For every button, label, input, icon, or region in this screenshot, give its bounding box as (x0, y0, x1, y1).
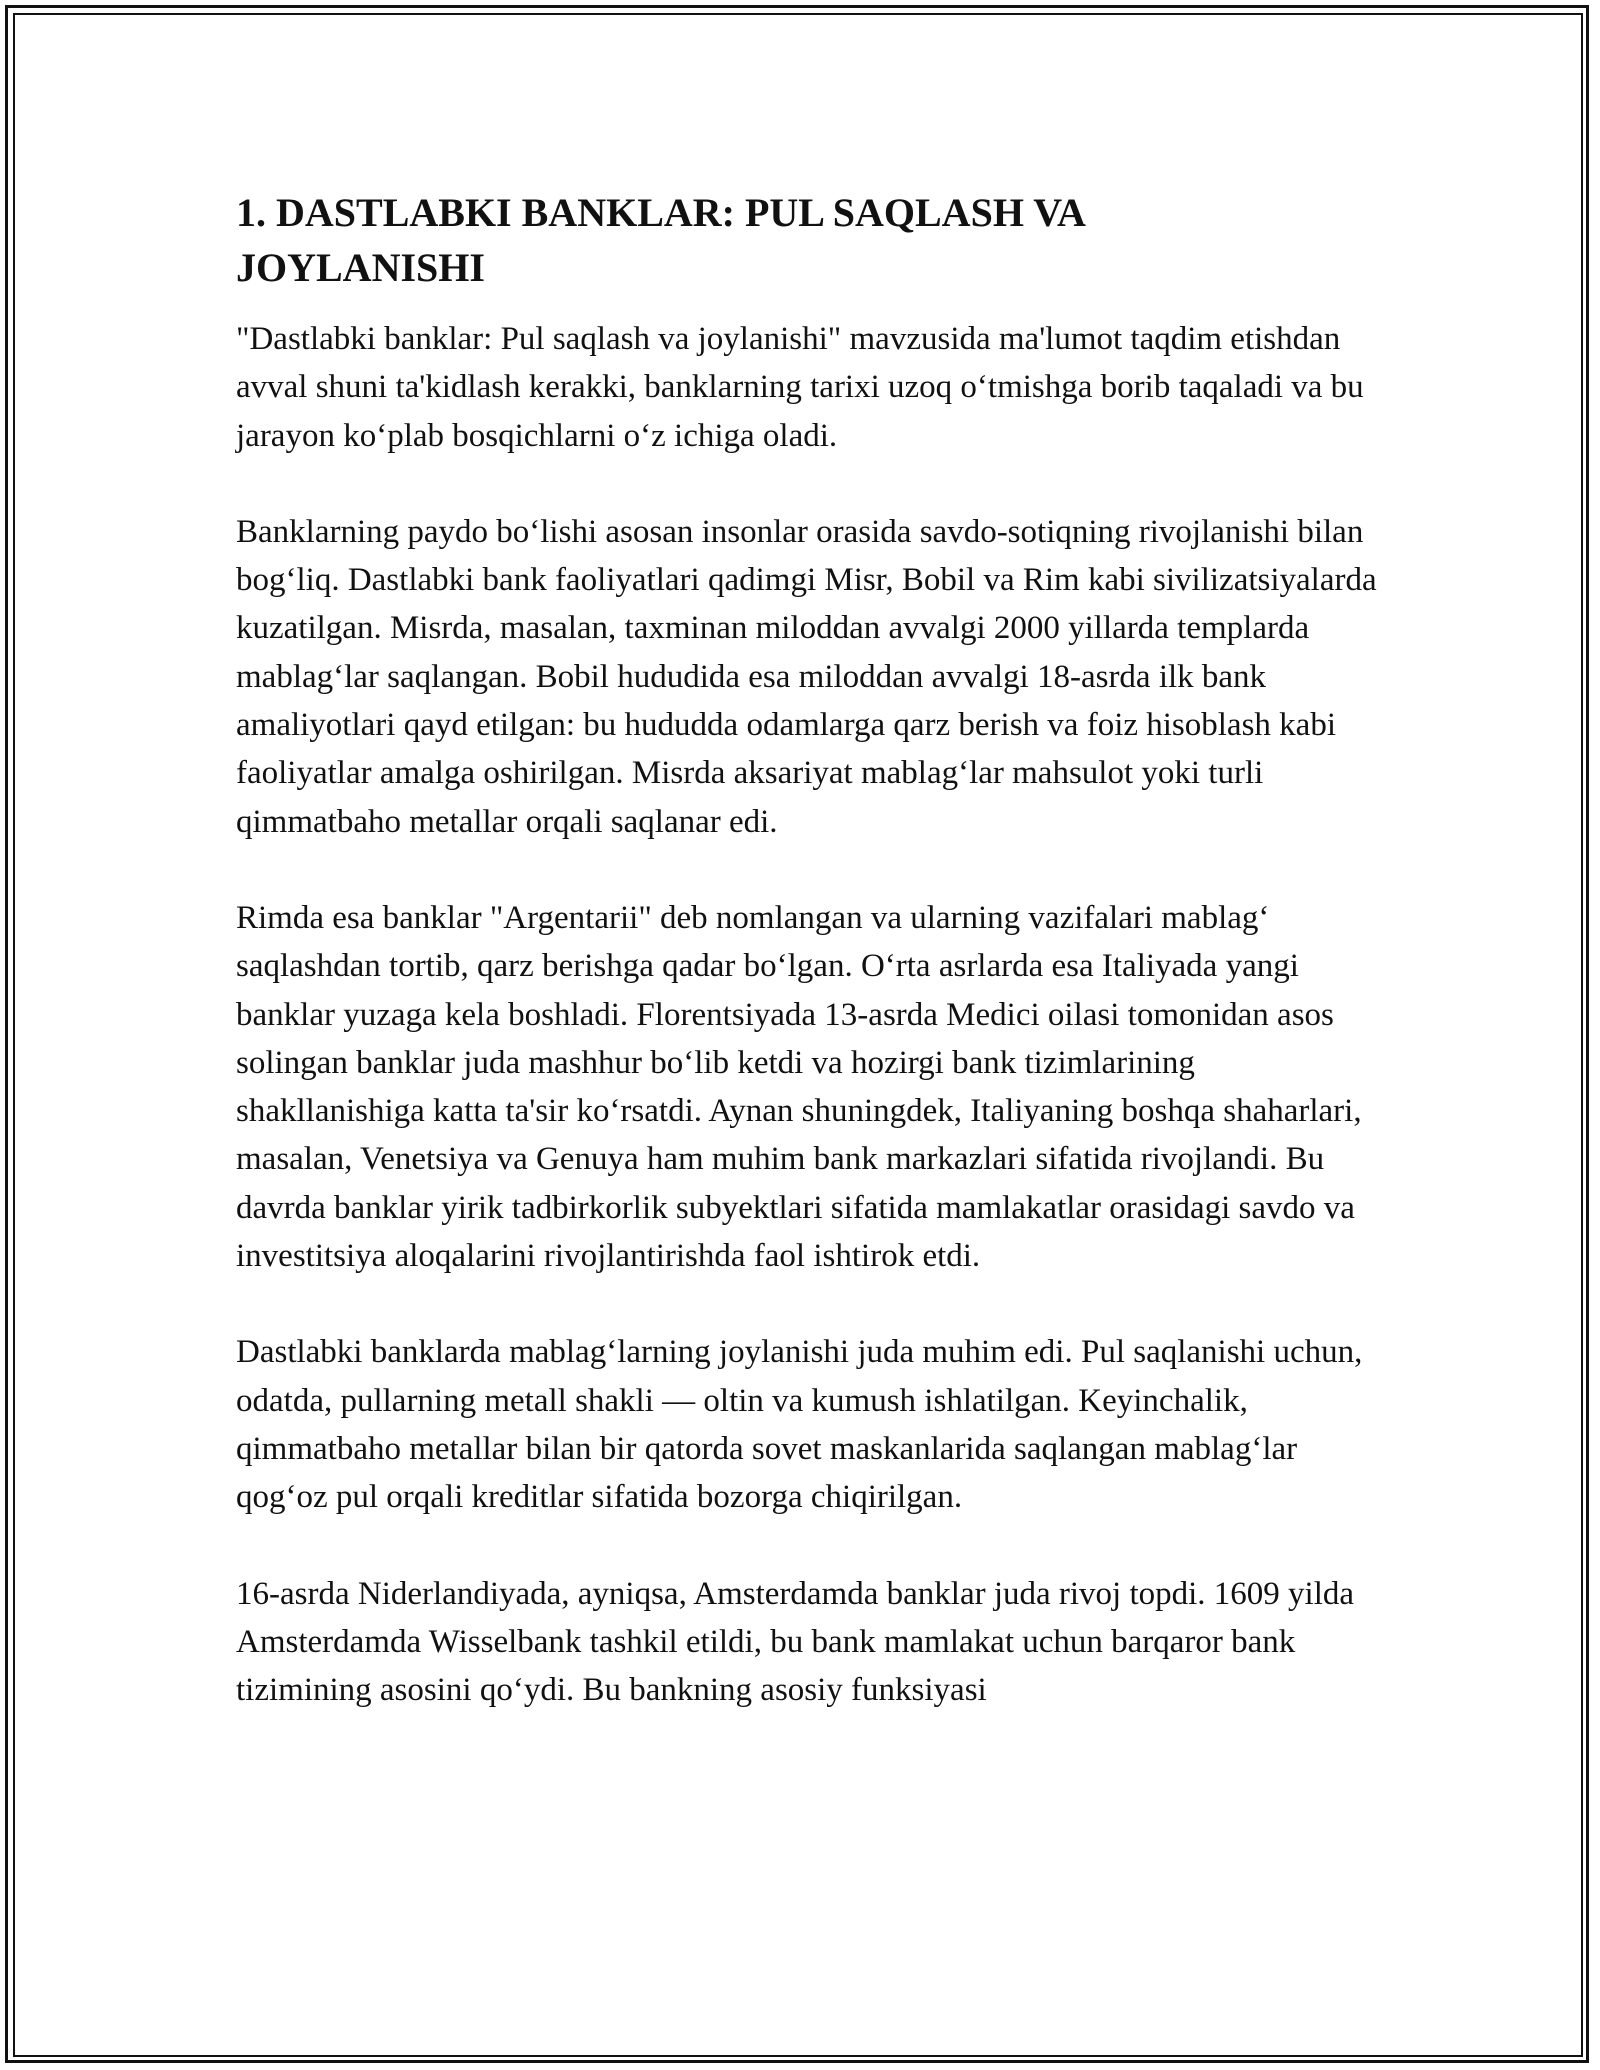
paragraph-ancient-banks: Banklarning paydo bo‘lishi asosan insonlar orasida savdo-sotiqning rivojlanishi bilan bog‘liq. Dastlabki bank faoliyatlari qadimgi Misr, Bobil va Rim kabi sivilizatsiyalarda kuzatilgan. Misrda, masalan, taxminan miloddan avvalgi 2000 yillarda templarda mablag‘lar saqlangan. Bobil hududida esa miloddan avvalgi 18-asrda ilk bank amaliyotlari qayd etilgan: bu hududda odamlarga qarz berish va foiz hisoblash kabi faoliyatlar amalga oshirilgan. Misrda aksariyat mablag‘lar mahsulot yoki turli qimmatbaho metallar orqali saqlanar edi. (236, 513, 1377, 840)
paragraph-netherlands: 16-asrda Niderlandiyada, ayniqsa, Amsterdamda banklar juda rivoj topdi. 1609 yilda Amsterdamda Wisselbank tashkil etildi, bu bank mamlakat uchun barqaror bank tizimining asosini qo‘ydi. Bu bankning asosiy funksiyasi (236, 1575, 1355, 1709)
title-line-2: JOYLANISHI (236, 245, 485, 290)
document-body (236, 185, 1386, 1714)
section-title (236, 185, 1386, 295)
title-line-1: 1. DASTLABKI BANKLAR: PUL SAQLASH VA (236, 190, 1086, 235)
paragraph-rome-italy: Rimda esa banklar "Argentarii" deb nomlangan va ularning vazifalari mablag‘ saqlashdan tortib, qarz berishga qadar bo‘lgan. O‘rta asrlarda esa Italiyada yangi banklar yuzaga kela boshladi. Florentsiyada 13-asrda Medici oilasi tomonidan asos solingan banklar juda mashhur bo‘lib ketdi va hozirgi bank tizimlarining shakllanishiga katta ta'sir ko‘rsatdi. Aynan shuningdek, Italiyaning boshqa shaharlari, masalan, Venetsiya va Genuya ham muhim bank markazlari sifatida rivojlandi. Bu davrda banklar yirik tadbirkorlik subyektlari sifatida mamlakatlar orasidagi savdo va investitsiya aloqalarini rivojlantirishda faol ishtirok etdi. (236, 899, 1362, 1275)
paragraph-fund-placement: Dastlabki banklarda mablag‘larning joylanishi juda muhim edi. Pul saqlanishi uchun, odatda, pullarning metall shakli — oltin va kumush ishlatilgan. Keyinchalik, qimmatbaho metallar bilan bir qatorda sovet maskanlarida saqlangan mablag‘lar qog‘oz pul orqali kreditlar sifatida bozorga chiqirilgan. (236, 1334, 1363, 1516)
paragraph-intro: "Dastlabki banklar: Pul saqlash va joylanishi" mavzusida ma'lumot taqdim etishdan avval shuni ta'kidlash kerakki, banklarning tarixi uzoq o‘tmishga borib taqaladi va bu jarayon ko‘plab bosqichlarni o‘z ichiga oladi. (236, 321, 1364, 454)
